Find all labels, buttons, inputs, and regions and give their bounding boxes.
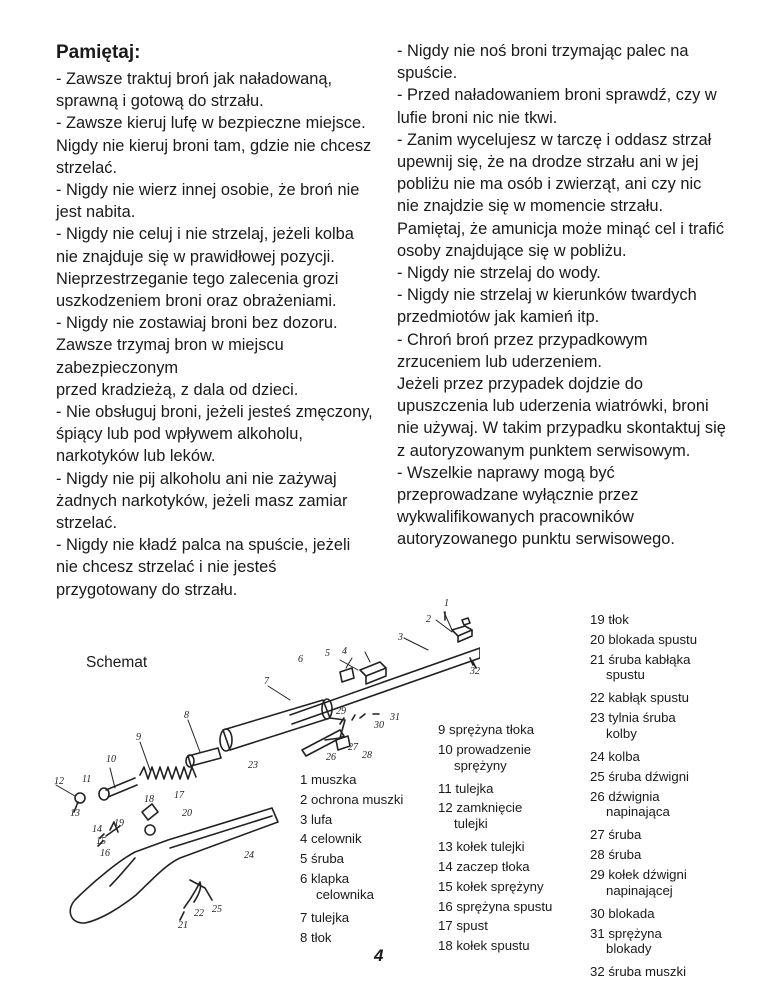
paragraph: - Nigdy nie kładź palca na spuście, jeżeli nie chcesz strzelać i nie jesteś przygotowany do strzału.: [56, 536, 351, 599]
legend-item: 2 ochrona muszki: [300, 791, 404, 807]
legend-item: 17 spust: [438, 918, 488, 934]
callout-17: 17: [174, 790, 184, 801]
paragraph: - Nigdy nie celuj i nie strzelaj, jeżeli kolba nie znajduje się w prawidłowej pozycji. Nieprzestrzeganie tego zalecenia grozi uszkodzeniem broni oraz obrażeniami.: [56, 225, 354, 311]
paragraph: Jeżeli przez przypadek dojdzie do upuszczenia lub uderzenia wiatrówki, broni nie używaj. W takim przypadku skontaktuj się z autoryzowanym punktem serwisowym.: [397, 375, 726, 460]
callout-12: 12: [54, 776, 64, 787]
paragraph: - Wszelkie naprawy mogą być przeprowadzane wyłącznie przez wykwalifikowanych pracowników autoryzowanego punktu serwisowego.: [397, 463, 675, 549]
callout-26: 26: [326, 752, 336, 763]
callout-14: 14: [92, 824, 102, 835]
paragraph: - Nigdy nie zostawiaj broni bez dozoru. Zawsze trzymaj bron w miejscu zabezpieczonym: [56, 314, 338, 377]
legend-item: 23 tylnia śruba: [590, 710, 676, 726]
legend-item: 12 zamknięcie: [438, 800, 523, 816]
right-paragraphs: [397, 40, 727, 551]
barrel-drawing: [290, 648, 480, 724]
legend-item: 3 lufa: [300, 811, 333, 827]
legend-item: 26 dźwignia: [590, 788, 660, 804]
legend-item-continuation: napinającej: [606, 882, 673, 898]
callout-28: 28: [362, 750, 372, 761]
legend-item: 15 kołek sprężyny: [438, 878, 544, 894]
callout-16: 16: [100, 848, 110, 859]
legend-item: 11 tulejka: [438, 780, 494, 796]
legend-item: 5 śruba: [300, 851, 344, 867]
legend-item: 25 śruba dźwigni: [590, 768, 689, 784]
front-sight-drawing: [445, 612, 472, 642]
legend-item-continuation: sprężyny: [454, 757, 507, 773]
callout-31: 31: [390, 712, 400, 723]
callout-25: 25: [212, 904, 222, 915]
paragraph: - Nigdy nie strzelaj do wody.: [397, 264, 601, 283]
callout-4: 4: [342, 646, 347, 657]
legend-item: 6 klapka: [300, 870, 350, 886]
legend-item: 32 śruba muszki: [590, 964, 687, 980]
legend-item-continuation: blokady: [606, 941, 652, 957]
paragraph: - Chroń broń przez przypadkowym zrzuceniem lub uderzeniem.: [397, 330, 648, 371]
legend-item-continuation: kolby: [606, 725, 637, 741]
page-number: 4: [374, 946, 384, 965]
legend-parts-19-32: [590, 610, 697, 982]
callout-5: 5: [325, 648, 330, 659]
callout-32: 32: [470, 666, 480, 677]
piston-drawing: [186, 748, 221, 767]
legend-item: 8 tłok: [300, 929, 332, 945]
left-paragraphs: [56, 68, 376, 601]
legend-item: 13 kołek tulejki: [438, 839, 525, 855]
callout-24: 24: [244, 850, 254, 861]
legend-item: 24 kolba: [590, 748, 640, 764]
paragraph: - Zawsze kieruj lufę w bezpieczne miejsce. Nigdy nie kieruj broni tam, gdzie nie chcesz strzelać.: [56, 114, 372, 177]
legend-item: 30 blokada: [590, 905, 655, 921]
legend-parts-9-18: [438, 720, 552, 956]
paragraph: - Nigdy nie wierz innej osobie, że broń nie jest nabita.: [56, 181, 360, 222]
callout-21: 21: [178, 920, 188, 931]
legend-item-continuation: napinająca: [606, 804, 670, 820]
paragraph: - Nigdy nie noś broni trzymając palec na spuście.: [397, 42, 689, 83]
page-title: Pamiętaj:: [56, 42, 141, 63]
rear-sight-drawing: [340, 662, 386, 684]
callout-9: 9: [136, 732, 141, 743]
callout-10: 10: [106, 754, 116, 765]
callout-15: 15: [96, 836, 106, 847]
legend-item: 27 śruba: [590, 827, 642, 843]
legend-item-continuation: celownika: [316, 886, 374, 902]
legend-item: 19 tłok: [590, 612, 629, 627]
legend-item: 20 blokada spustu: [590, 631, 698, 647]
paragraph: - Nigdy nie pij alkoholu ani nie zażywaj żadnych narkotyków, jeżeli masz zamiar strzelać.: [56, 469, 348, 533]
spring-drawing: [140, 767, 196, 779]
callout-23: 23: [248, 760, 258, 771]
legend-item: 29 kołek dźwigni: [590, 866, 687, 882]
legend-item: 14 zaczep tłoka: [438, 858, 530, 874]
legend-item: 22 kabłąk spustu: [590, 690, 689, 706]
callout-3: 3: [398, 632, 403, 643]
callout-27: 27: [348, 742, 358, 753]
callout-13: 13: [70, 808, 80, 819]
legend-item: 9 sprężyna tłoka: [438, 722, 535, 737]
legend-item: 4 celownik: [300, 831, 362, 847]
legend-item: 10 prowadzenie: [438, 741, 532, 757]
callout-6: 6: [298, 654, 303, 665]
legend-item-continuation: spustu: [606, 667, 645, 683]
callout-1: 1: [444, 598, 449, 609]
paragraph: przed kradzieżą, z dala od dzieci.: [56, 380, 299, 399]
legend-item: 18 kołek spustu: [438, 938, 530, 954]
legend-item: 21 śruba kabłąka: [590, 651, 691, 667]
paragraph: - Zanim wycelujesz w tarczę i oddasz strzał upewnij się, że na drodze strzału ani w jej pobliżu nie ma osób i zwierząt, ani czy nic nie znajdzie się w momencie strzału. Pamiętaj, że amunicja może minąć cel i trafić osoby znajdujące się w pobliżu.: [397, 130, 725, 260]
callout-19: 19: [114, 818, 124, 829]
callout-2: 2: [426, 614, 431, 625]
legend-item-continuation: tulejki: [454, 816, 488, 832]
callout-22: 22: [194, 908, 204, 919]
legend-parts-1-8: [300, 770, 403, 947]
legend-item: 7 tulejka: [300, 909, 350, 925]
callout-29: 29: [336, 706, 346, 717]
callout-30: 30: [374, 720, 384, 731]
callout-20: 20: [182, 808, 192, 819]
legend-item: 16 sprężyna spustu: [438, 898, 553, 914]
compression-tube-drawing: [220, 699, 345, 751]
legend-item: 28 śruba: [590, 847, 642, 863]
right-column: [397, 40, 727, 551]
schemat-label: Schemat: [86, 654, 148, 671]
callout-18: 18: [144, 794, 154, 805]
callout-11: 11: [82, 774, 92, 785]
paragraph: - Przed naładowaniem broni sprawdź, czy w lufie broni nic nie tkwi.: [397, 86, 717, 127]
paragraph: - Nie obsługuj broni, jeżeli jesteś zmęczony, śpiący lub pod wpływem alkoholu, narkotyków lub leków.: [56, 403, 373, 466]
callout-7: 7: [264, 676, 269, 687]
legend-item: 31 sprężyna: [590, 925, 662, 941]
exploded-rifle-diagram: [40, 590, 480, 940]
paragraph: - Zawsze traktuj broń jak naładowaną, sprawną i gotową do strzału.: [56, 70, 333, 111]
callout-8: 8: [184, 710, 189, 721]
left-column: [56, 40, 376, 601]
paragraph: - Nigdy nie strzelaj w kierunków twardych przedmiotów jak kamień itp.: [397, 286, 697, 327]
legend-item: 1 muszka: [300, 772, 357, 787]
